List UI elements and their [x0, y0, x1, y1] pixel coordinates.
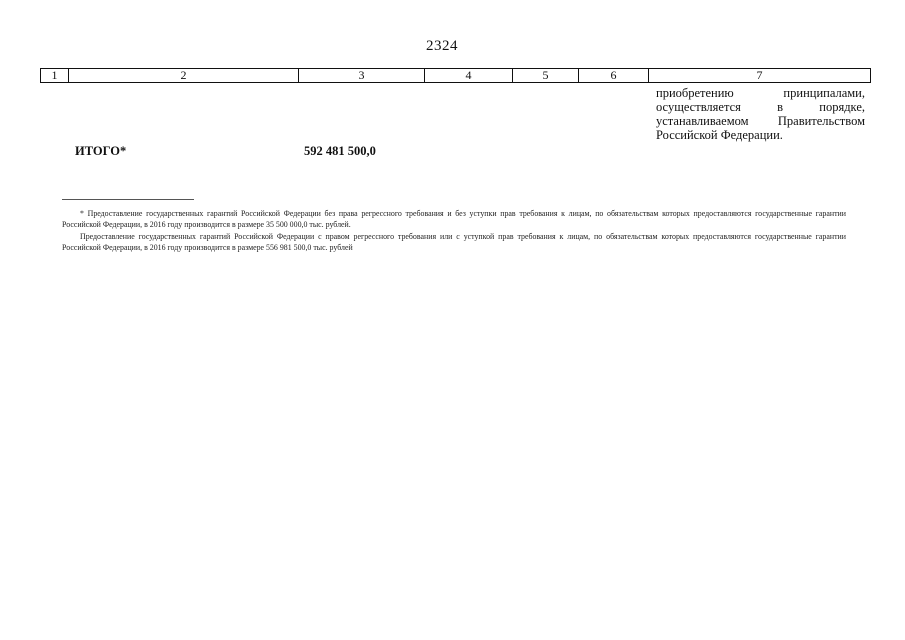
footnote-2: Предоставление государственных гарантий Российской Федерации с правом регрессного требования или с уступкой прав требования к лицам, по обязательствам которых предоставляются государственные гарантии Российской Федерации, в 2016 году производится в размере 556 981 500,0 тыс. рублей: [62, 232, 846, 252]
column-number-6: 6: [579, 69, 649, 83]
page-number: 2324: [426, 38, 458, 54]
total-value: 592 481 500,0: [304, 144, 376, 158]
column-number-1: 1: [41, 69, 69, 83]
table-column-header: [40, 68, 871, 83]
column-number-2: 2: [69, 69, 299, 83]
footnote-divider: [62, 199, 194, 200]
column-number-4: 4: [425, 69, 513, 83]
continuation-line: устанавливаемом Правительством: [656, 114, 865, 128]
column-number-7: 7: [649, 69, 871, 83]
column-number-3: 3: [299, 69, 425, 83]
total-label: ИТОГО*: [75, 144, 127, 158]
footnotes: [62, 209, 846, 255]
continuation-line: приобретению принципалами,: [656, 86, 865, 100]
column-number-5: 5: [513, 69, 579, 83]
column-7-continuation-text: [656, 86, 865, 142]
footnote-1: * Предоставление государственных гарантий Российской Федерации без права регрессного требования и без уступки прав требования к лицам, по обязательствам которых предоставляются государственные гарантии Российской Федерации, в 2016 году производится в размере 35 500 000,0 тыс. рублей.: [62, 209, 846, 229]
continuation-line: Российской Федерации.: [656, 128, 783, 142]
continuation-line: осуществляется в порядке,: [656, 100, 865, 114]
